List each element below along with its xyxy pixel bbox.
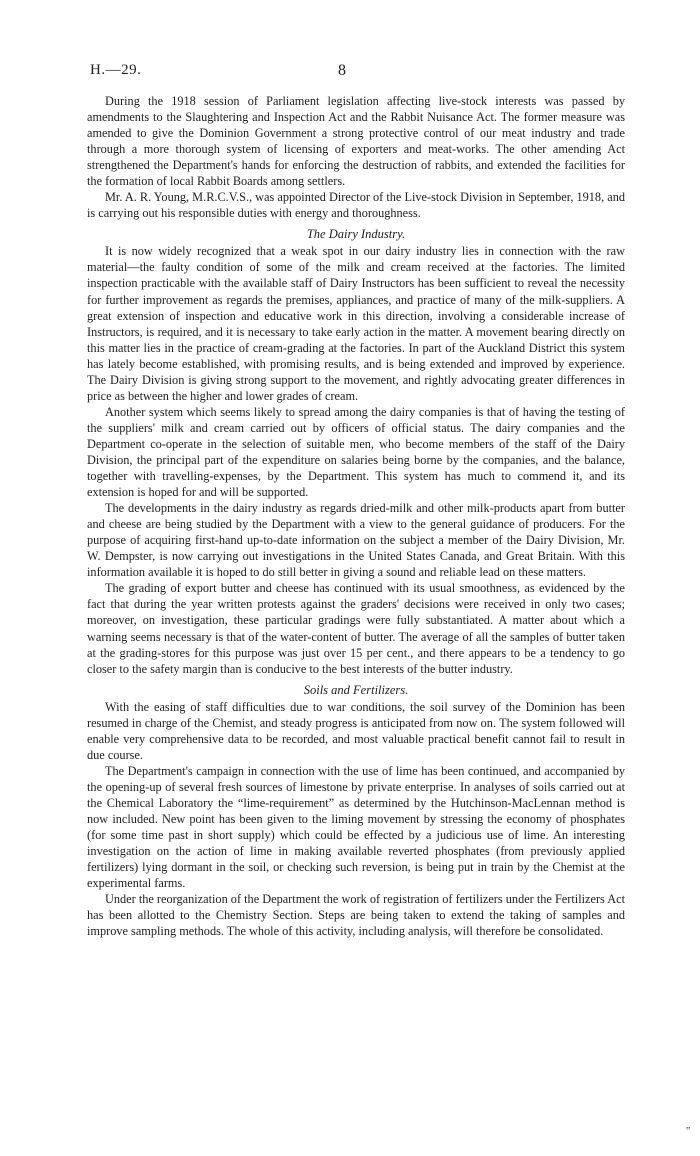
paragraph-soil-survey: With the easing of staff difficulties due to war conditions, the soil survey of the Dominion has been resumed in charge of the Chemist, and steady progress is anticipated from now on. The system followed will enable very comprehensive data to be recorded, and most valuable practical benefit cannot fail to result in due course.: [87, 699, 625, 762]
section-heading-dairy-industry: The Dairy Industry.: [306, 227, 406, 242]
paragraph-legislation: During the 1918 session of Parliament legislation affecting live-stock interests was passed by amendments to the Slaughtering and Inspection Act and the Rabbit Nuisance Act. The former measure was amended to give the Dominion Government a strong protective control of our meat industry and trade through a more thorough system of licensing of exporters and meat-works. The other amending Act strengthened the Department's hands for enforcing the destruction of rabbits, and extended the facilities for the formation of local Rabbit Boards among settlers.: [87, 94, 625, 189]
body-text: [87, 93, 625, 939]
document-reference: H.—29.: [90, 62, 142, 78]
paragraph-dairy-testing: Another system which seems likely to spread among the dairy companies is that of having the testing of the suppliers' milk and cream carried out by officers of official status. The dairy companies and the Department co-operate in the selection of suitable men, who become members of the staff of the Dairy Division, the principal part of the expenditure on salaries being borne by the companies, and the balance, together with travelling-expenses, by the Department. This system has much to commend it, and its extension is hoped for and will be supported.: [87, 404, 625, 500]
paragraph-dairy-grading: The grading of export butter and cheese has continued with its usual smoothness, as evidenced by the fact that during the year written protests against the graders' decisions were received in only two cases; moreover, on investigation, these particular gradings were fully substantiated. A matter about which a warning seems necessary is that of the water-content of butter. The average of all the samples of butter taken at the grading-stores for this purpose was just over 15 per cent., and there appears to be a tendency to go closer to the safety margin than is conducive to the best interests of the butter industry.: [87, 581, 625, 676]
paragraph-director-appointment: Mr. A. R. Young, M.R.C.V.S., was appointed Director of the Live-stock Division in September, 1918, and is carrying out his responsible duties with energy and thoroughness.: [87, 190, 625, 221]
paragraph-dairy-products: The developments in the dairy industry as regards dried-milk and other milk-products apart from butter and cheese are being studied by the Department with a view to the general guidance of producers. For the purpose of acquiring first-hand up-to-date information on the subject a member of the Dairy Division, Mr. W. Dempster, is now carrying out investigations in the United States Canada, and Great Britain. With this information available it is hoped to do still better in giving a sound and reliable lead on these matters.: [87, 501, 625, 580]
paragraph-fertilizer-registration: Under the reorganization of the Department the work of registration of fertilizers under the Fertilizers Act has been allotted to the Chemistry Section. Steps are being taken to extend the taking of samples and improve sampling methods. The whole of this activity, including analysis, will therefore be consolidated.: [87, 892, 625, 939]
section-heading-soils-fertilizers: Soils and Fertilizers.: [303, 682, 409, 697]
paragraph-lime-campaign: The Department's campaign in connection with the use of lime has been continued, and accompanied by the opening-up of several fresh sources of limestone by private enterprise. In analyses of soils carried out at the Chemical Laboratory the “lime-requirement” as determined by the Hutchinson-MacLennan method is now included. New point has been given to the liming movement by stressing the economy of phosphates (for some time past in short supply) which could be effected by a judicious use of lime. An interesting investigation on the action of lime in making available reverted phosphates (from previously applied fertilizers) lying dormant in the soil, or checking such reversion, is being put in train by the Chemist at the experimental farms.: [87, 763, 625, 891]
margin-mark: ‟: [686, 1126, 691, 1137]
page-header: [90, 62, 630, 84]
page-number: 8: [338, 62, 346, 79]
paragraph-dairy-inspection: It is now widely recognized that a weak spot in our dairy industry lies in connection with the raw material—the faulty condition of some of the milk and cream received at the factories. The limited inspection practicable with the available staff of Dairy Instructors has been sufficient to reveal the necessity for further improvement as regards the premises, appliances, and practice of many of the milk-suppliers. A great extension of inspection and educative work in this direction, involving a considerable increase of Instructors, is required, and it is necessary to take early action in the matter. A movement bearing directly on this matter lies in the practice of cream-grading at the factories. In part of the Auckland District this system has lately become established, with promising results, and is being extended and improved by experience. The Dairy Division is giving strong support to the movement, and rightly advocating greater differences in price as between the higher and lower grades of cream.: [87, 244, 625, 403]
